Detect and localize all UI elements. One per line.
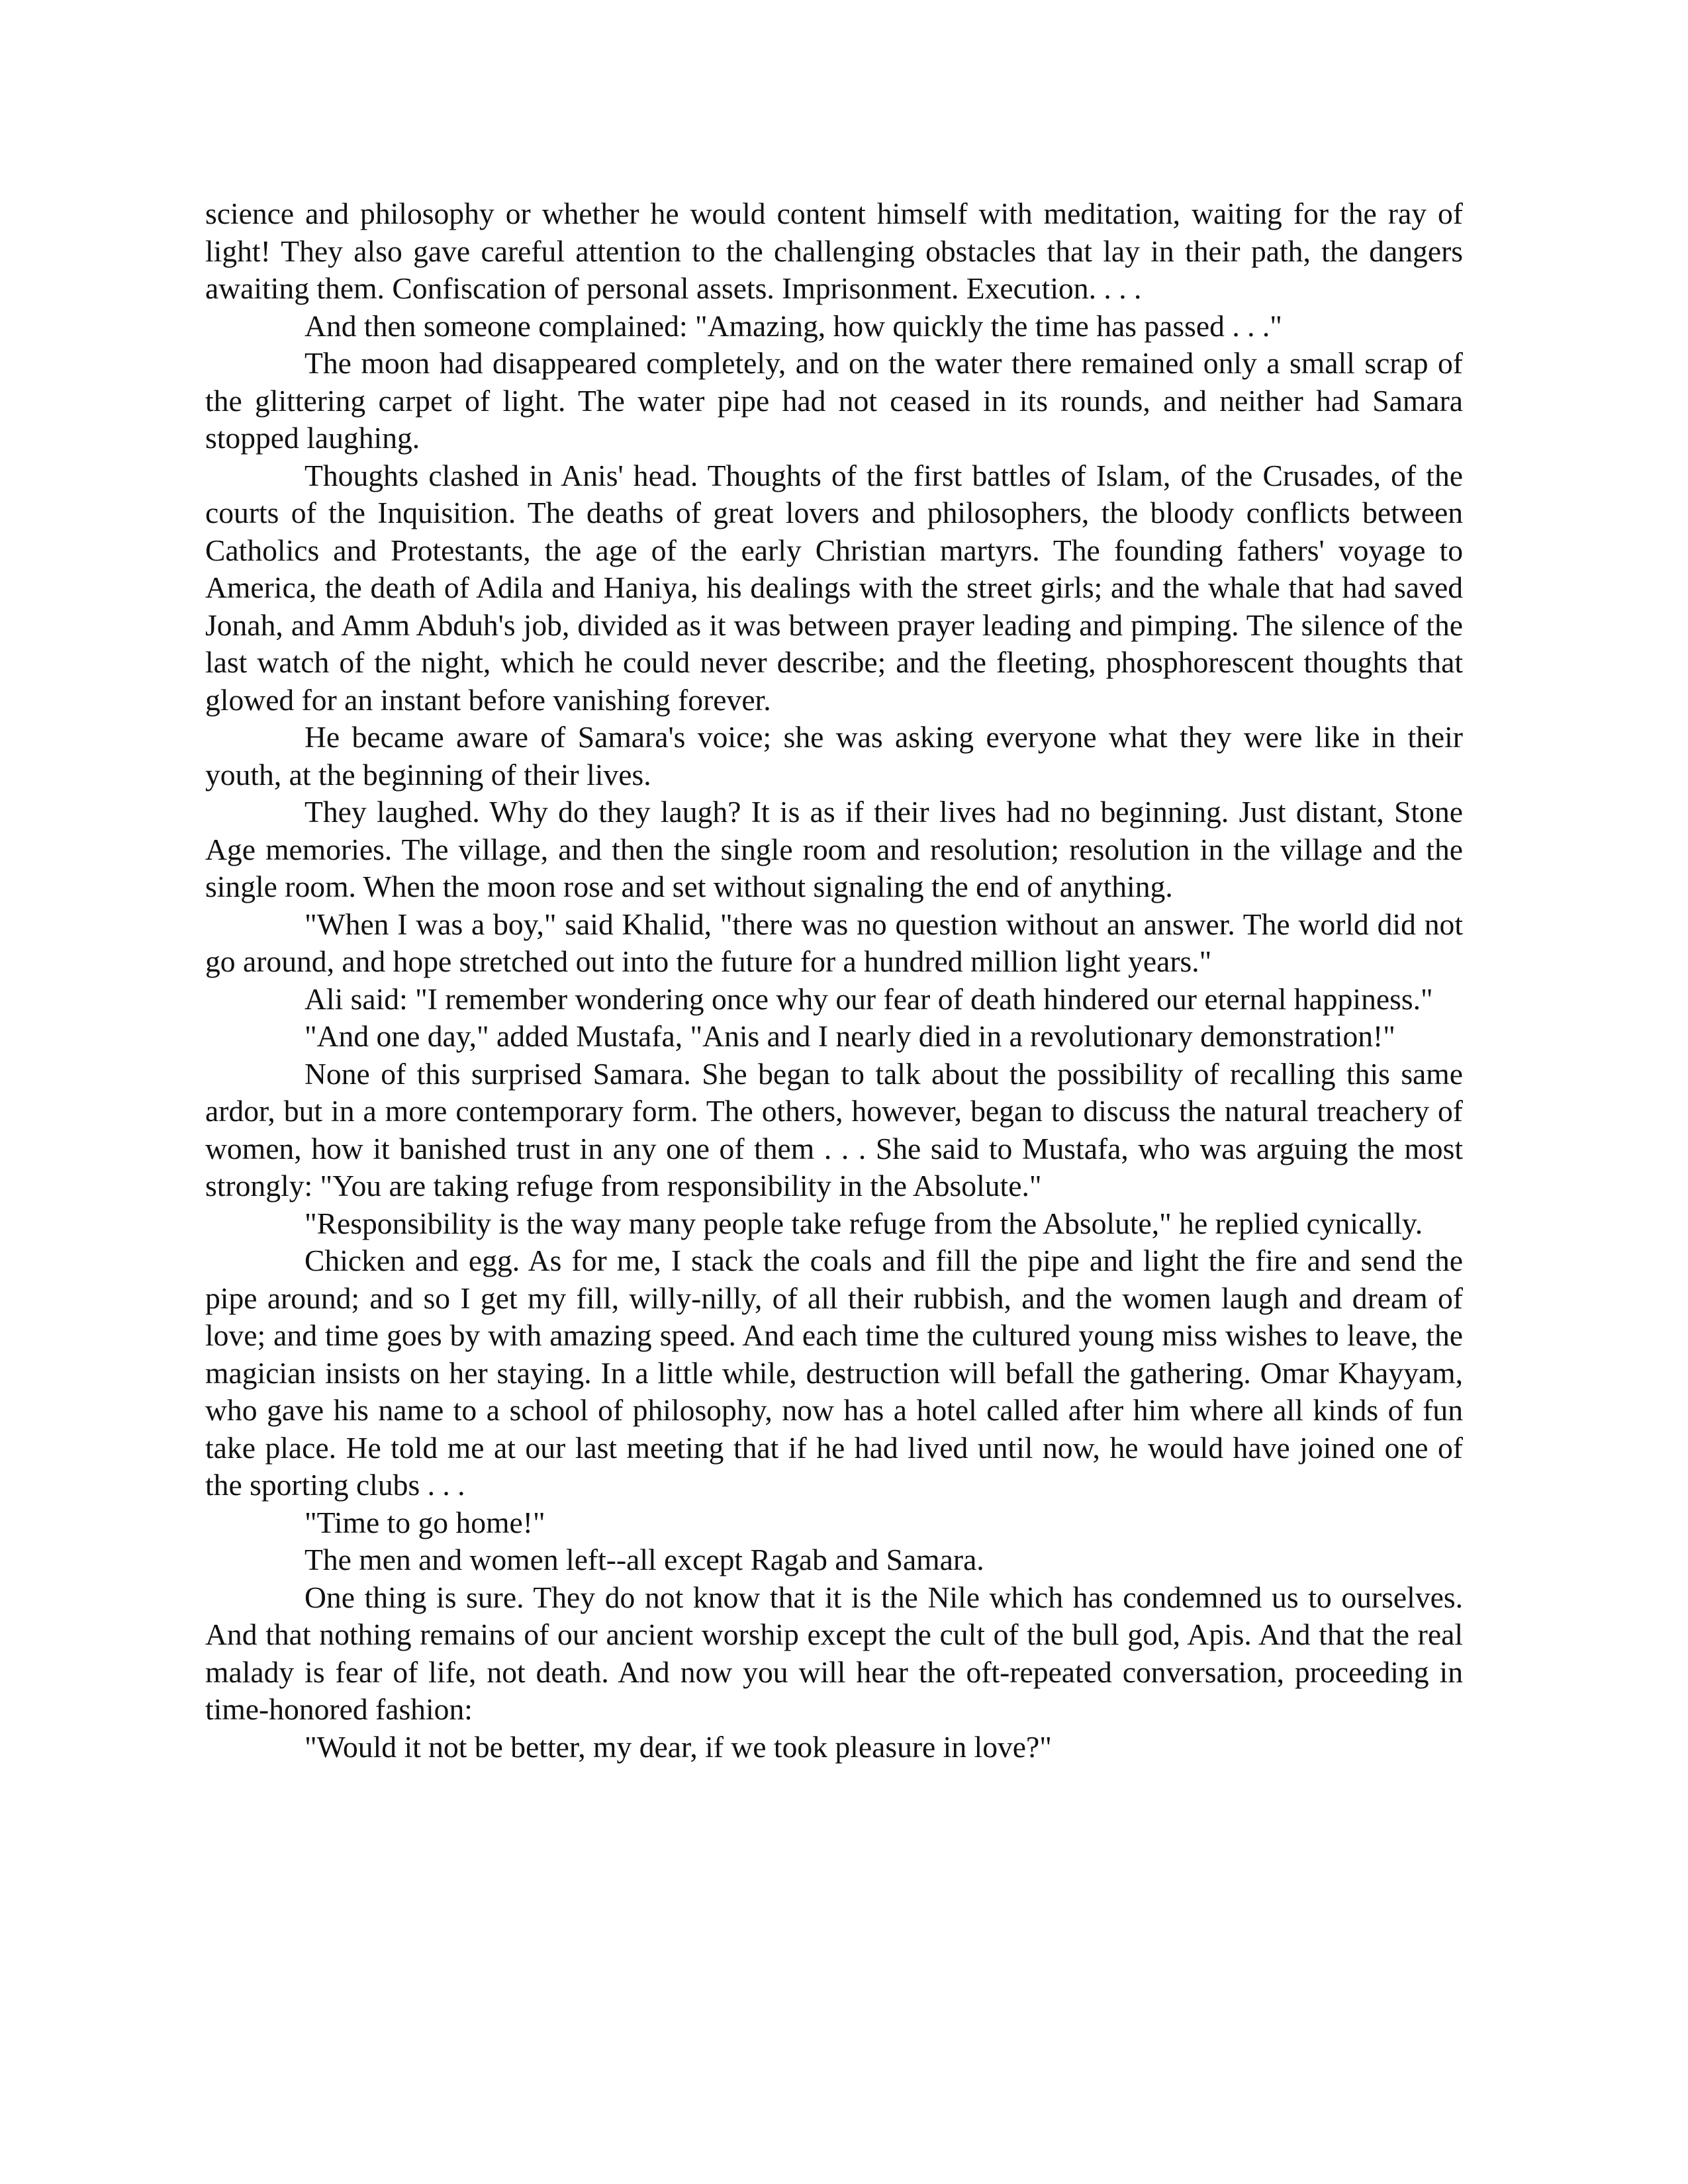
- paragraph: "Time to go home!": [305, 1505, 545, 1539]
- paragraph: "Would it not be better, my dear, if we took pleasure in love?": [305, 1729, 1052, 1764]
- paragraph: "When I was a boy," said Khalid, "there was no question without an answer. The world did not go around, and hope stretched out into the future for a hundred million light years.": [205, 907, 1463, 978]
- paragraph: The men and women left--all except Ragab and Samara.: [305, 1543, 984, 1576]
- paragraph: None of this surprised Samara. She began to talk about the possibility of recalling this same ardor, but in a more contemporary form. The others, however, began to discuss the natural treachery of women, how it banished trust in any one of them . . . She said to Mustafa, who was arguing the most strongly: "You are taking refuge from responsibility in the Absolute.": [205, 1056, 1463, 1203]
- paragraph: "Responsibility is the way many people take refuge from the Absolute," he replied cynically.: [305, 1206, 1423, 1240]
- paragraph-continued: science and philosophy or whether he would content himself with meditation, waiting for the ray of light! They also gave careful attention to the challenging obstacles that lay in their path, the dangers awaiting them. Confiscation of personal assets. Imprisonment. Execution. . . .: [205, 197, 1463, 305]
- paragraph: Thoughts clashed in Anis' head. Thoughts of the first battles of Islam, of the Crusades, of the courts of the Inquisition. The deaths of great lovers and philosophers, the bloody conflicts between Catholics and Protestants, the age of the early Christian martyrs. The founding fathers' voyage to America, the death of Adila and Haniya, his dealings with the street girls; and the whale that had saved Jonah, and Amm Abduh's job, divided as it was between prayer leading and pimping. The silence of the last watch of the night, which he could never describe; and the fleeting, phosphorescent thoughts that glowed for an instant before vanishing forever.: [205, 458, 1463, 717]
- paragraph: Ali said: "I remember wondering once why our fear of death hindered our eternal happiness.": [305, 981, 1433, 1016]
- paragraph: Chicken and egg. As for me, I stack the coals and fill the pipe and light the fire and send the pipe around; and so I get my fill, willy-nilly, of all their rubbish, and the women laugh and dream of love; and time goes by with amazing speed. And each time the cultured young miss wishes to leave, the magician insists on her staying. In a little while, destruction will befall the gathering. Omar Khayyam, who gave his name to a school of philosophy, now has a hotel called after him where all kinds of fun take place. He told me at our last meeting that if he had lived until now, he would have joined one of the sporting clubs . . .: [205, 1244, 1463, 1502]
- paragraph: The moon had disappeared completely, and on the water there remained only a small scrap of the glittering carpet of light. The water pipe had not ceased in its rounds, and neither had Samara stopped laughing.: [205, 346, 1463, 455]
- paragraph: They laughed. Why do they laugh? It is as if their lives had no beginning. Just distant, Stone Age memories. The village, and then the single room and resolution; resolution in the village and the single room. When the moon rose and set without signaling the end of anything.: [205, 795, 1463, 903]
- paragraph: One thing is sure. They do not know that it is the Nile which has condemned us to ourselves. And that nothing remains of our ancient worship except the cult of the bull god, Apis. And that the real malady is fear of life, not death. And now you will hear the oft-repeated conversation, proceeding in time-honored fashion:: [205, 1580, 1463, 1726]
- paragraph: He became aware of Samara's voice; she was asking everyone what they were like in their youth, at the beginning of their lives.: [205, 720, 1463, 792]
- paragraph: "And one day," added Mustafa, "Anis and I nearly died in a revolutionary demonstration!": [305, 1019, 1395, 1053]
- page-body: [205, 195, 1463, 1766]
- paragraph: And then someone complained: "Amazing, how quickly the time has passed . . .": [305, 308, 1282, 343]
